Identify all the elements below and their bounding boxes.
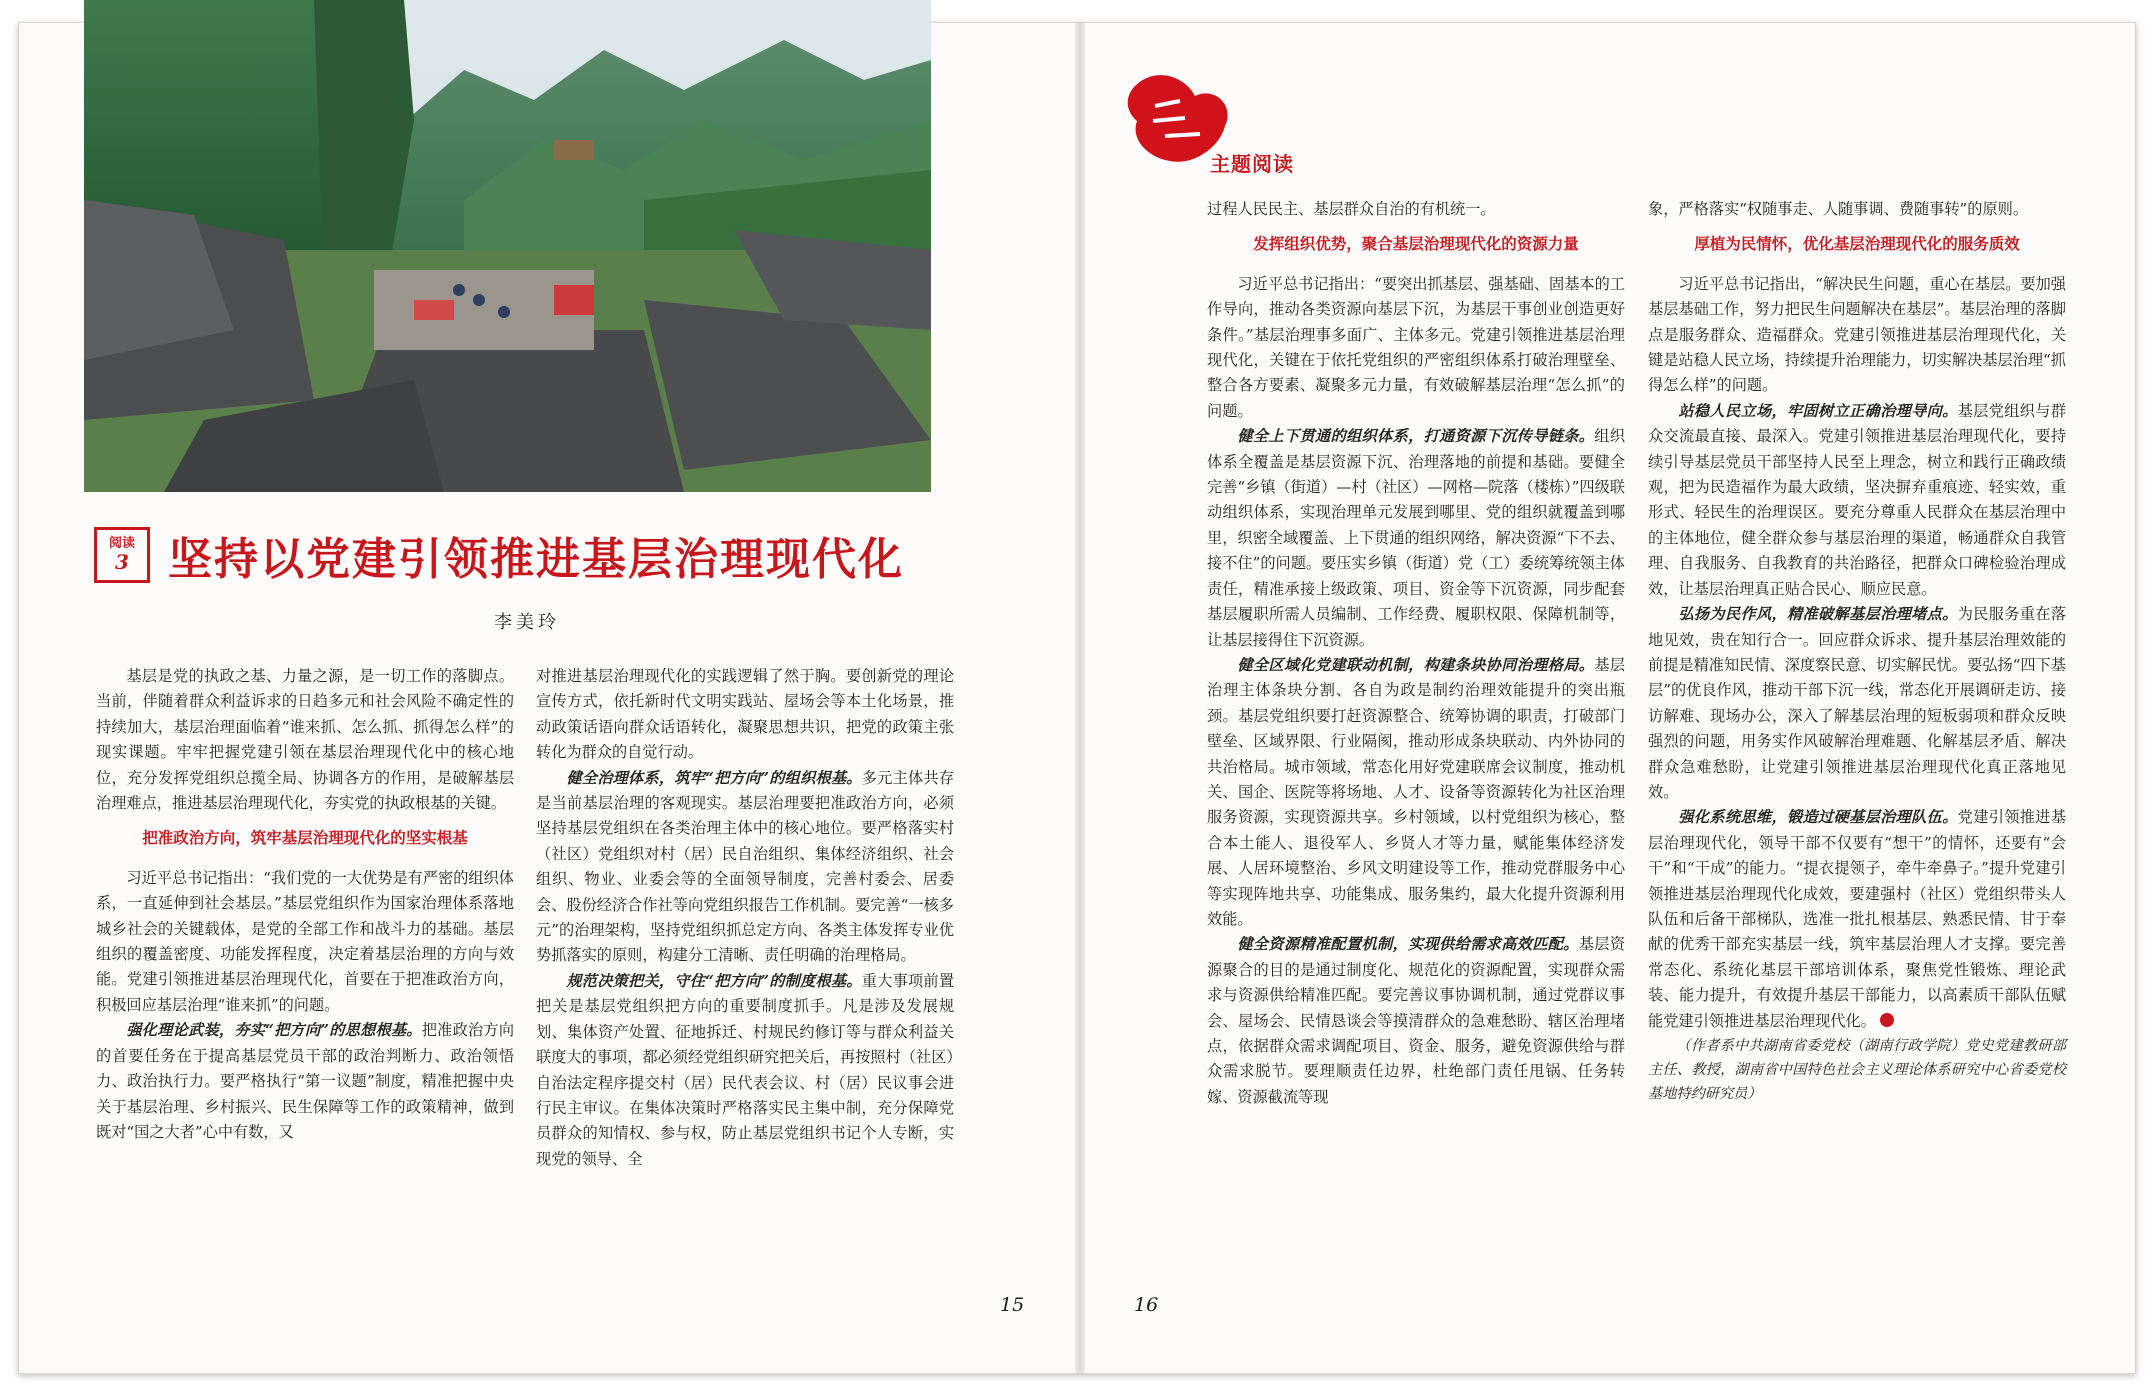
- article-author: 李美玲: [494, 612, 560, 633]
- article-title: 坚持以党建引领推进基层治理现代化: [168, 534, 904, 585]
- paragraph: 站稳人民立场，牢固树立正确治理导向。基层党组织与群众交流最直接、最深入。党建引领推进基层治理现代化，要持续引导基层党员干部坚持人民至上理念，树立和践行正确政绩观，把为民造福作为最大政绩，坚决摒弃重痕迹、轻实效，重形式、轻民生的治理误区。要充分尊重人民群众在基层治理中的主体地位，健全群众参与基层治理的渠道，畅通群众自我管理、自我服务、自我教育的共治路径，把群众口碑检验治理成效，让基层治理真正贴合民心、顺应民意。: [1648, 401, 2067, 598]
- badge-label: 阅读: [108, 535, 135, 551]
- paragraph: 健全上下贯通的组织体系，打通资源下沉传导链条。组织体系全覆盖是基层资源下沉、治理落地的前提和基础。要健全完善“乡镇（街道）—村（社区）—网格—院落（楼栋）”四级联动组织体系，实现治理单元发展到哪里、党的组织就覆盖到哪里，织密全域覆盖、上下贯通的组织网络，解决资源“下不去、接不住”的问题。要压实乡镇（街道）党（工）委统筹统领主体责任，精准承接上级政策、项目、资金等下沉资源，同步配套基层履职所需人员编制、工作经费、履职权限、保障机制等，让基层接得住下沉资源。: [1207, 427, 1626, 649]
- paragraph: 健全区域化党建联动机制，构建条块协同治理格局。基层治理主体条块分割、各自为政是制约治理效能提升的突出瓶颈。基层党组织要打赶资源整合、统筹协调的职责，打破部门壁垒、区域界限、行业隔阂，推动形成条块联动、内外协同的共治格局。城市领域，常态化用好党建联席会议制度，推动机关、国企、医院等将场地、人才、设备等资源转化为社区治理服务资源，实现资源共享。乡村领域，以村党组织为核心，整合本土能人、退役军人、乡贤人才等力量，赋能集体经济发展、人居环境整治、乡风文明建设等工作，推动党群服务中心等实现阵地共享、功能集成、服务集约，最大化提升资源利用效能。: [1207, 655, 1626, 928]
- paragraph: 弘扬为民作风，精准破解基层治理堵点。为民服务重在落地见效，贵在知行合一。回应群众诉求、提升基层治理效能的前提是精准知民情、深度察民意、切实解民忧。要弘扬“四下基层”的优良作风，推动干部下沉一线，常态化开展调研走访、接访解难、现场办公，深入了解基层治理的短板弱项和群众反映强烈的问题，用务实作风破解治理难题、化解基层矛盾、解决群众急难愁盼，让党建引领推进基层治理现代化真正落地见效。: [1648, 605, 2067, 801]
- lead-text: 强化系统思维，锻造过硬基层治理队伍。: [1678, 808, 1958, 827]
- column-3: [1207, 197, 1625, 1110]
- lead-text: 健全上下贯通的组织体系，打通资源下沉传导链条。: [1237, 427, 1595, 446]
- reading-badge: [94, 527, 150, 583]
- lead-text: 健全资源精准配置机制，实现供给需求高效匹配。: [1237, 935, 1579, 954]
- end-mark-icon: [1880, 1013, 1894, 1027]
- section-heading-3: 厚植为民情怀，优化基层治理现代化的服务质效: [1694, 235, 2020, 254]
- column-2: [536, 664, 954, 1172]
- paragraph: 强化理论武装，夯实“把方向”的思想根基。把准政治方向的首要任务在于提高基层党员干部的政治判断力、政治领悟力、政治执行力。要严格执行“第一议题”制度，精准把握中央关于基层治理、乡村振兴、民生保障等工作的政策精神，做到既对“国之大者”心中有数，又: [96, 1021, 515, 1141]
- paragraph: 象，严格落实“权随事走、人随事调、费随事转”的原则。: [1648, 200, 2029, 218]
- badge-number: 3: [115, 550, 129, 575]
- paragraph: 对推进基层治理现代化的实践逻辑了然于胸。要创新党的理论宣传方式，依托新时代文明实践站、屋场会等本土化场景，推动政策话语向群众话语转化，凝聚思想共识，把党的政策主张转化为群众的自觉行动。: [536, 667, 954, 762]
- paragraph: 基层是党的执政之基、力量之源，是一切工作的落脚点。当前，伴随着群众利益诉求的日趋多元和社会风险不确定性的持续加大，基层治理面临着“谁来抓、怎么抓、抓得怎么样”的现实课题。牢牢把握党建引领在基层治理现代化中的核心地位，充分发挥党组织总揽全局、协调各方的作用，是破解基层治理难点，推进基层治理现代化，夯实党的执政根基的关键。: [96, 667, 514, 813]
- paragraph: 健全治理体系，筑牢“把方向”的组织根基。多元主体共存是当前基层治理的客观现实。基层治理要把准政治方向，必须坚持基层党组织在各类治理主体中的核心地位。要严格落实村（社区）党组织对村（居）民自治组织、集体经济组织、社会组织、物业、业委会等的全面领导制度，完善村委会、居委会、股份经济合作社等向党组织报告工作机制。要完善“一核多元”的治理架构，坚持党组织抓总定方向、各类主体发挥专业优势抓落实的原则，构建分工清晰、责任明确的治理格局。: [536, 768, 955, 965]
- page-gutter: [1075, 23, 1085, 1373]
- column-1: [96, 664, 514, 1145]
- page-number-left: 15: [1000, 1294, 1025, 1316]
- section-heading-2: 发挥组织优势，聚合基层治理现代化的资源力量: [1253, 235, 1579, 254]
- article-title-row: [94, 520, 904, 590]
- paragraph: 习近平总书记指出：“我们党的一大优势是有严密的组织体系，一直延伸到社会基层。”基层党组织作为国家治理体系落地城乡社会的关键载体，是党的全部工作和战斗力的基础。基层组织的覆盖密度、功能发挥程度，决定着基层治理的方向与效能。党建引领推进基层治理现代化，首要在于把准政治方向，积极回应基层治理“谁来抓”的问题。: [96, 868, 514, 1014]
- paragraph: 过程人民民主、基层群众自治的有机统一。: [1207, 200, 1496, 218]
- section-heading-1: 把准政治方向，筑牢基层治理现代化的坚实根基: [142, 829, 468, 848]
- section-label: 主题阅读: [1210, 152, 1294, 176]
- paragraph: 健全资源精准配置机制，实现供给需求高效匹配。基层资源聚合的目的是通过制度化、规范化的资源配置，实现群众需求与资源供给精准匹配。要完善议事协调机制，通过党群议事会、屋场会、民情恳谈会等摸清群众的急难愁盼、辖区治理堵点，依据群众需求调配项目、资金、服务，避免资源供给与群众需求脱节。要理顺责任边界，杜绝部门责任甩锅、任务转嫁、资源截流等现: [1207, 935, 1626, 1106]
- author-note: （作者系中共湖南省委党校（湖南行政学院）党史党建教研部主任、教授，湖南省中国特色社会主义理论体系研究中心省委党校基地特约研究员）: [1648, 1038, 2066, 1102]
- column-4: [1648, 197, 2066, 1106]
- lead-text: 健全区域化党建联动机制，构建条块协同治理格局。: [1237, 655, 1595, 674]
- paragraph: 习近平总书记指出：“要突出抓基层、强基础、固基本的工作导向，推动各类资源向基层下沉，为基层干事创业创造更好条件。”基层治理事多面广、主体多元。党建引领推进基层治理现代化，关键在于依托党组织的严密组织体系打破治理壁垒、整合各方要素、凝聚多元力量，有效破解基层治理“怎么抓”的问题。: [1207, 274, 1625, 420]
- page-number-right: 16: [1134, 1294, 1159, 1316]
- lead-text: 站稳人民立场，牢固树立正确治理导向。: [1678, 401, 1958, 420]
- lead-text: 健全治理体系，筑牢“把方向”的组织根基。: [566, 768, 862, 787]
- paragraph: 习近平总书记指出，“解决民生问题，重心在基层。要加强基层基础工作，努力把民生问题解决在基层”。基层治理的落脚点是服务群众、造福群众。党建引领推进基层治理现代化，关键是站稳人民立场，持续提升治理能力，切实解决基层治理“抓得怎么样”的问题。: [1648, 274, 2066, 395]
- lead-text: 强化理论武装，夯实“把方向”的思想根基。: [126, 1021, 422, 1040]
- village-photo: [84, 0, 931, 492]
- paragraph: 强化系统思维，锻造过硬基层治理队伍。党建引领推进基层治理现代化，领导干部不仅要有“想干”的情怀，还要有“会干”和“干成”的能力。“提衣提领子，牵牛牵鼻子。”提升党建引领推进基层治理现代化成效，要建强村（社区）党组织带头人队伍和后备干部梯队，选准一批扎根基层、熟悉民情、甘于奉献的优秀干部充实基层一线，筑牢基层治理人才支撑。要完善常态化、系统化基层干部培训体系，聚焦党性锻炼、理论武装、能力提升，有效提升基层干部能力，以高素质干部队伍赋能党建引领推进基层治理现代化。: [1648, 808, 2067, 1030]
- lead-text: 弘扬为民作风，精准破解基层治理堵点。: [1678, 605, 1958, 624]
- paragraph: 规范决策把关，守住“把方向”的制度根基。重大事项前置把关是基层党组织把方向的重要制度抓手。凡是涉及发展规划、集体资产处置、征地拆迁、村规民约修订等与群众利益关联度大的事项，都必须经党组织研究把关后，再按照村（社区）自治法定程序提交村（居）民代表会议、村（居）民议事会进行民主审议。在集体决策时严格落实民主集中制，充分保障党员群众的知情权、参与权，防止基层党组织书记个人专断，实现党的领导、全: [536, 971, 955, 1168]
- lead-text: 规范决策把关，守住“把方向”的制度根基。: [566, 971, 862, 990]
